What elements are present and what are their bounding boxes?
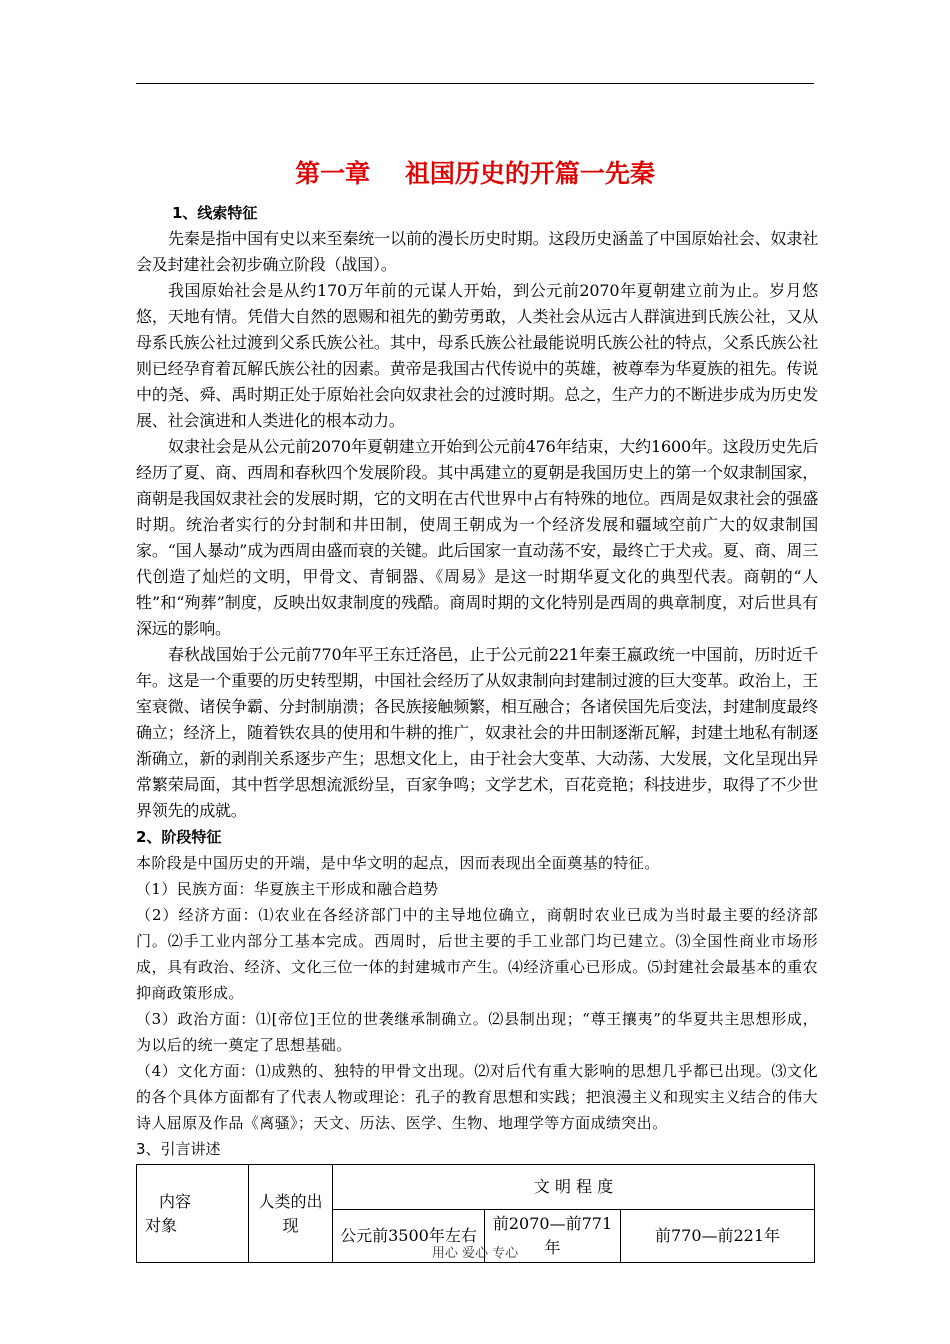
corner-bottom-label: 对象 (145, 1215, 178, 1235)
table-subheader-2: 前2070—前771年 (485, 1210, 621, 1263)
chapter-title: 第一章 祖国历史的开篇一先秦 (295, 159, 655, 188)
page-footer: 用心 爱心 专心 (431, 1246, 519, 1261)
section2-item: （1）民族方面：华夏族主干形成和融合趋势 (136, 880, 439, 898)
header-rule (136, 83, 814, 84)
section2-intro: 本阶段是中国历史的开端，是中华文明的起点，因而表现出全面奠基的特征。 (136, 854, 660, 872)
corner-top-label: 内容 (159, 1191, 192, 1211)
table-subheader-1: 公元前3500年左右 (333, 1210, 485, 1263)
section1-paragraph: 春秋战国始于公元前770年平王东迁洛邑，止于公元前221年秦王嬴政统一中国前，历时近千年。这是一个重要的历史转型期，中国社会经历了从奴隶制向封建制过渡的巨大变革。政治上，王室衰微、诸侯争霸、分封制崩溃；各民族接触频繁，相互融合；各诸侯国先后变法，封建制度最终确立；经济上，随着铁农具的使用和牛耕的推广，奴隶社会的井田制逐渐瓦解，封建土地私有制逐渐确立，新的剥削关系逐步产生；思想文化上，由于社会大变革、大动荡、大发展，文化呈现出异常繁荣局面，其中哲学思想流派纷呈，百家争鸣；文学艺术，百花竞艳；科技进步，取得了不少世界领先的成就。 (136, 645, 818, 820)
table-header-civilization: 文 明 程 度 (333, 1165, 815, 1210)
section2-item: （2）经济方面：⑴农业在各经济部门中的主导地位确立，商朝时农业已成为当时最主要的经济部门。⑵手工业内部分工基本完成。西周时，后世主要的手工业部门均已建立。⑶全国性商业市场形成，具有政治、经济、文化三位一体的封建城市产生。⑷经济重心已形成。⑸封建社会最基本的重农抑商政策形成。 (136, 906, 818, 1002)
table-header-human: 人类的出现 (249, 1165, 333, 1263)
section2-heading: 2、阶段特征 (136, 828, 222, 846)
section2-item: （4）文化方面：⑴成熟的、独特的甲骨文出现。⑵对后代有重大影响的思想几乎都已出现。⑶文化的各个具体方面都有了代表人物或理论：孔子的教育思想和实践；把浪漫主义和现实主义结合的伟大诗人屈原及作品《离骚》；天文、历法、医学、生物、地理学等方面成绩突出。 (136, 1062, 818, 1132)
section1-paragraph: 先秦是指中国有史以来至秦统一以前的漫长历史时期。这段历史涵盖了中国原始社会、奴隶社会及封建社会初步确立阶段（战国）。 (136, 229, 818, 274)
section3-heading: 3、引言讲述 (136, 1140, 221, 1158)
table-subheader-3: 前770—前221年 (621, 1210, 815, 1263)
document-body (136, 200, 818, 1263)
section1-paragraph: 我国原始社会是从约170万年前的元谋人开始，到公元前2070年夏朝建立前为止。岁月悠悠，天地有情。凭借大自然的恩赐和祖先的勤劳勇敢，人类社会从远古人群演进到氏族公社，又从母系氏族公社过渡到父系氏族公社。其中，母系氏族公社最能说明氏族公社的特点，父系氏族公社则已经孕育着瓦解氏族公社的因素。黄帝是我国古代传说中的英雄，被尊奉为华夏族的祖先。传说中的尧、舜、禹时期正处于原始社会向奴隶社会的过渡时期。总之，生产力的不断进步成为历史发展、社会演进和人类进化的根本动力。 (136, 281, 818, 430)
section2-item: （3）政治方面：⑴[帝位]王位的世袭继承制确立。⑵县制出现；“尊王攘夷”的华夏共主思想形成，为以后的统一奠定了思想基础。 (136, 1010, 818, 1054)
section1-heading: 1、线索特征 (172, 204, 258, 222)
section1-paragraph: 奴隶社会是从公元前2070年夏朝建立开始到公元前476年结束，大约1600年。这段历史先后经历了夏、商、西周和春秋四个发展阶段。其中禹建立的夏朝是我国历史上的第一个奴隶制国家，商朝是我国奴隶社会的发展时期，它的文明在古代世界中占有特殊的地位。西周是奴隶社会的强盛时期。统治者实行的分封制和井田制，使周王朝成为一个经济发展和疆域空前广大的奴隶制国家。“国人暴动”成为西周由盛而衰的关键。此后国家一直动荡不安，最终亡于犬戎。夏、商、周三代创造了灿烂的文明，甲骨文、青铜器、《周易》是这一时期华夏文化的典型代表。商朝的“人牲”和“殉葬”制度，反映出奴隶制度的残酷。商周时期的文化特别是西周的典章制度，对后世具有深远的影响。 (136, 437, 818, 638)
